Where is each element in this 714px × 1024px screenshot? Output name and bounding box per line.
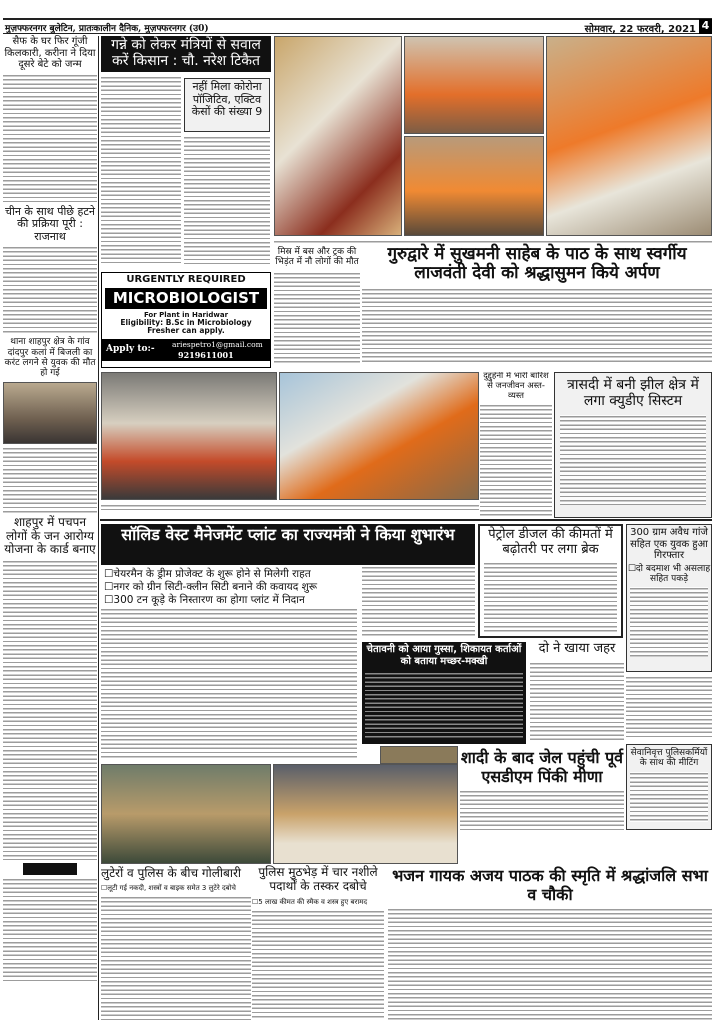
photo	[404, 136, 544, 236]
article-body	[252, 910, 384, 1020]
headline-rain: दुद्दुहेनी में भारी बारिश से जनजीवन अस्त-व्यस्त	[483, 372, 549, 401]
left-column	[3, 36, 97, 983]
divider	[100, 519, 712, 521]
masthead	[3, 18, 712, 34]
article-body	[362, 566, 475, 638]
photo-collage-gurudwara	[274, 36, 712, 238]
article-body	[101, 76, 181, 264]
article-body	[3, 74, 97, 202]
photo	[279, 372, 479, 500]
headline-trasadi: त्रासदी में बनी झील क्षेत्र में लगा क्युडीए सिस्टम	[567, 377, 699, 410]
photo-police-2	[273, 764, 458, 864]
photo-victim	[3, 382, 97, 444]
article-body	[365, 672, 523, 738]
article-body	[3, 560, 97, 860]
ad-microbiologist	[101, 272, 271, 368]
police-meet-box	[626, 744, 712, 830]
photo	[101, 372, 277, 500]
masthead-title: मुज़फ्फरनगर बुलेटिन, प्रातःकालीन दैनिक, मुज़फ्फरनगर (उ0)	[5, 24, 209, 34]
ad-email[interactable]: ariespetro1@gmail.com	[172, 340, 263, 350]
lootere-sub: ☐लूटी गई नकदी, शस्त्रों व बाइक समेत 3 लुटेरे दबोचे	[101, 884, 236, 892]
headline-saif: सैफ के घर फिर गूंजी किलकारी, करीना ने दिया दूसरे बेटे को जन्म	[4, 36, 96, 70]
headline-pinki: शादी के बाद जेल पहुंची पूर्व एसडीएम पिंकी मीणा	[460, 748, 624, 787]
headline-solid-waste: सॉलिड वेस्ट मैनेजमेंट प्लांट का राज्यमंत्री ने किया शुभारंभ	[101, 524, 475, 565]
article-body	[101, 896, 251, 1020]
ad-phone: 9219611001	[178, 350, 234, 361]
headline-bhajan: भजन गायक अजय पाठक की स्मृति में श्रद्धांजलि सभा व चौकी	[392, 866, 708, 905]
article-body	[560, 415, 706, 505]
ad-line2: MICROBIOLOGIST	[105, 288, 267, 309]
ad-line4: Eligibility: B.Sc in Microbiology	[120, 317, 252, 327]
article-body	[484, 562, 617, 632]
article-body	[388, 908, 712, 1020]
article-body	[274, 272, 360, 364]
article-body	[530, 662, 624, 742]
corona-box	[184, 78, 270, 132]
article-body	[630, 772, 708, 822]
article-body	[184, 136, 270, 264]
muthbhed-sub: ☐5 लाख कीमत की स्मैक व शस्त्र हुए बरामद	[252, 898, 368, 906]
ad-line5: Fresher can apply.	[147, 326, 225, 336]
ad-contact	[102, 339, 270, 361]
article-body	[626, 676, 712, 740]
article-body	[460, 790, 624, 830]
bullet-item: ☐नगर को ग्रीन सिटी-क्लीन सिटी बनाने की कवायद शुरू	[104, 581, 317, 593]
ad-line3: For Plant in Haridwar	[143, 310, 229, 319]
arrest-box	[626, 524, 712, 672]
photo-strip-plant	[101, 372, 479, 502]
article-body	[3, 878, 97, 983]
photo	[404, 36, 544, 134]
headline-zahar: दो ने खाया जहर	[538, 641, 616, 656]
trasadi-box	[554, 372, 712, 518]
article-body	[480, 404, 552, 518]
masthead-date: सोमवार, 22 फरवरी, 2021	[584, 24, 696, 35]
rain-article	[480, 372, 552, 518]
photo-police-1	[101, 764, 271, 864]
photo	[546, 36, 712, 236]
petrol-box	[478, 524, 623, 638]
headline-police-meet: सेवानिवृत्त पुलिसकर्मियों के साथ की मीटिंग	[630, 748, 708, 769]
photo	[274, 36, 402, 236]
headline-ganna: गन्ने को लेकर मंत्रियों से सवाल करें किसान : चौ. नरेश टिकैत	[101, 36, 271, 72]
chetavni-box	[362, 642, 526, 744]
page-number: 4	[699, 19, 712, 34]
arrest-sub: ☐दो बदमाश भी असलाह सहित पकड़े	[627, 563, 711, 584]
bullet-item: ☐300 टन कूड़े के निस्तारण का होगा प्लांट में निदान	[104, 594, 305, 606]
headline-petrol: पेट्रोल डीजल की कीमतों में बढ़ोतरी पर लगा ब्रेक	[488, 527, 613, 557]
ad-apply-label: Apply to:-	[106, 344, 155, 355]
article-body	[3, 447, 97, 513]
article-body	[101, 608, 357, 760]
headline-muthbhed: पुलिस मुठभेड़ में चार नशीले पदार्थों के तस्कर दबोचे	[258, 865, 378, 893]
solid-waste-bullets	[104, 568, 364, 607]
section-label	[23, 863, 77, 875]
photo-pinki	[380, 746, 458, 764]
headline-china: चीन के साथ पीछे हटने की प्रक्रिया पूरी : राजनाथ	[5, 204, 95, 243]
headline-shahpur-death: थाना शाहपुर क्षेत्र के गांव दांदपुर कलां में बिजली का करंट लगने से युवक की मौत हो गई	[4, 337, 96, 379]
headline-gurudwara: गुरुद्वारे में सुखमनी साहेब के पाठ के साथ स्वर्गीय लाजवंती देवी को श्रद्धासुमन किये अर्पण	[387, 244, 687, 284]
article-body	[630, 587, 708, 657]
headline-shahpur-card: शाहपुर में पचपन लोगों के जन आरोग्य योजना के कार्ड बनाए	[4, 514, 96, 557]
headline-lootere: लुटेरों व पुलिस के बीच गोलीबारी	[101, 866, 241, 880]
article-body	[3, 246, 97, 334]
headline-mishra: मिस्र में बस और ट्रक की भिड़ंत में नौ लोगों की मौत	[275, 247, 359, 268]
headline-corona: नहीं मिला कोरोना पॉजिटिव, एक्टिव केसों की संख्या 9	[191, 80, 263, 119]
ad-line1: URGENTLY REQUIRED	[126, 274, 246, 285]
photo-caption	[101, 504, 479, 510]
headline-chetavni: चेतावनी को आया गुस्सा, शिकायत कर्ताओं को बताया मच्छर-मक्खी	[366, 644, 522, 667]
article-body	[362, 288, 712, 364]
bullet-item: ☐चेयरमैन के ड्रीम प्रोजेक्ट के शुरू होने से मिलेगी राहत	[104, 568, 311, 580]
headline-arrest: 300 ग्राम अवैध गांजे सहित एक युवक हुआ गिरफ्तार	[630, 527, 708, 561]
column-divider	[98, 36, 99, 1020]
